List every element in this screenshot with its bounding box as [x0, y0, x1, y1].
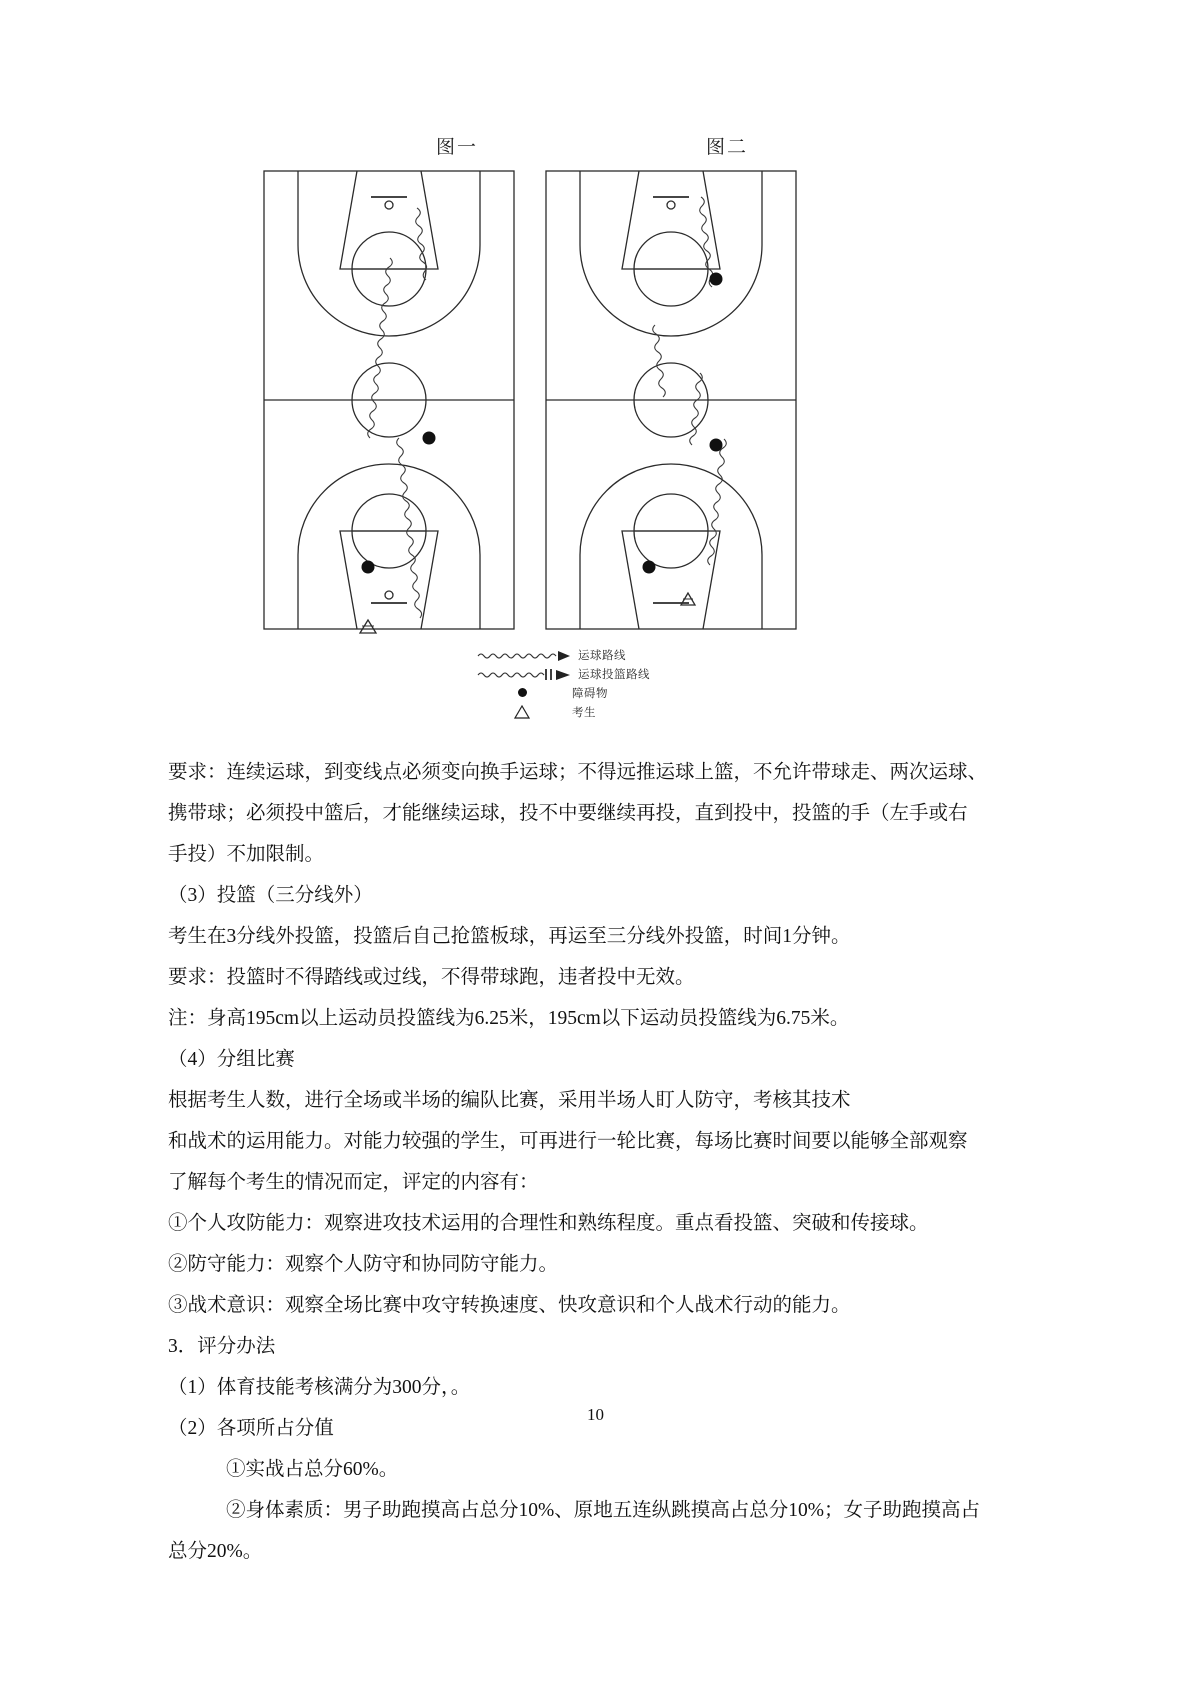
sub-list-item-2: ②身体素质：男子助跑摸高占总分10%、原地五连纵跳摸高占总分10%；女子助跑摸高占	[226, 1500, 980, 1521]
hoop-top-icon	[667, 201, 675, 209]
paragraph-line: （1）体育技能考核满分为300分，。	[168, 1377, 471, 1398]
paragraph-line: 和战术的运用能力。对能力较强的学生，可再进行一轮比赛，每场比赛时间要以能够全部观察	[168, 1131, 968, 1152]
figure-titles-row	[258, 132, 818, 159]
obstacle-dot	[643, 561, 656, 574]
paragraph-line: 要求：连续运球，到变线点必须变向换手运球；不得远推运球上篮，不允许带球走、两次运球、	[168, 762, 988, 783]
legend-item-dribble-shoot-route	[472, 664, 732, 683]
diagram-legend	[472, 645, 732, 721]
heading-group-match: （4）分组比赛	[168, 1049, 295, 1070]
obstacle-dot	[710, 439, 723, 452]
dribble-route-path-middle	[690, 373, 703, 445]
paragraph-line: 手投）不加限制。	[168, 844, 325, 865]
document-body	[168, 752, 1008, 1572]
basketball-court-diagram-two	[540, 165, 802, 635]
legend-item-dribble-route	[472, 645, 732, 664]
paragraph-line: 根据考生人数，进行全场或半场的编队比赛，采用半场人盯人防守，考核其技术	[168, 1090, 851, 1111]
list-item-1: ①个人攻防能力：观察进攻技术运用的合理性和熟练程度。重点看投篮、突破和传接球。	[168, 1213, 929, 1234]
obstacle-dot	[423, 432, 436, 445]
dribble-route-path-topzone	[700, 197, 713, 287]
list-item-3: ③战术意识：观察全场比赛中攻守转换速度、快攻意识和个人战术行动的能力。	[168, 1295, 851, 1316]
figures-block	[258, 132, 818, 635]
paragraph-line: 了解每个考生的情况而定，评定的内容有：	[168, 1172, 539, 1193]
wavy-arrow-with-bars-icon	[472, 667, 578, 681]
legend-item-obstacle	[472, 683, 732, 702]
examinee-triangle-icon	[360, 620, 376, 633]
heading-shooting: （3）投篮（三分线外）	[168, 885, 373, 906]
paragraph-line: 携带球；必须投中篮后，才能继续运球，投不中要继续再投，直到投中，投篮的手（左手或右	[168, 803, 968, 824]
legend-label: 运球路线	[578, 649, 626, 662]
list-item-2: ②防守能力：观察个人防守和协同防守能力。	[168, 1254, 559, 1275]
triangle-outline-icon	[472, 705, 572, 719]
paragraph-line: 考生在3分线外投篮，投篮后自己抢篮板球，再运至三分线外投篮，时间1分钟。	[168, 926, 851, 947]
figure-one-title: 图一	[435, 137, 478, 158]
filled-circle-icon	[472, 688, 572, 697]
hoop-top-icon	[385, 201, 393, 209]
paragraph-line: 注：身高195cm以上运动员投篮线为6.25米，195cm以下运动员投篮线为6.75米。	[168, 1008, 850, 1029]
page-number: 10	[587, 1405, 604, 1424]
court-diagrams	[258, 165, 818, 635]
sub-list-item-1: ①实战占总分60%。	[226, 1459, 399, 1480]
basketball-court-diagram-one	[258, 165, 520, 635]
figure-two-title: 图二	[705, 137, 748, 158]
paragraph-line: 总分20%。	[168, 1541, 263, 1562]
heading-scoring-method: 3．评分办法	[168, 1336, 276, 1357]
dribble-route-path-upper	[368, 258, 393, 438]
legend-label: 障碍物	[572, 687, 608, 700]
paragraph-line: （2）各项所占分值	[168, 1418, 334, 1439]
hoop-bottom-icon	[385, 591, 393, 599]
obstacle-dot	[362, 561, 375, 574]
paragraph-line: 要求：投篮时不得踏线或过线，不得带球跑，违者投中无效。	[168, 967, 695, 988]
legend-label: 考生	[572, 706, 596, 719]
wavy-arrow-icon	[472, 648, 578, 662]
legend-label: 运球投篮路线	[578, 668, 650, 681]
obstacle-dot	[710, 273, 723, 286]
legend-item-examinee	[472, 702, 732, 721]
